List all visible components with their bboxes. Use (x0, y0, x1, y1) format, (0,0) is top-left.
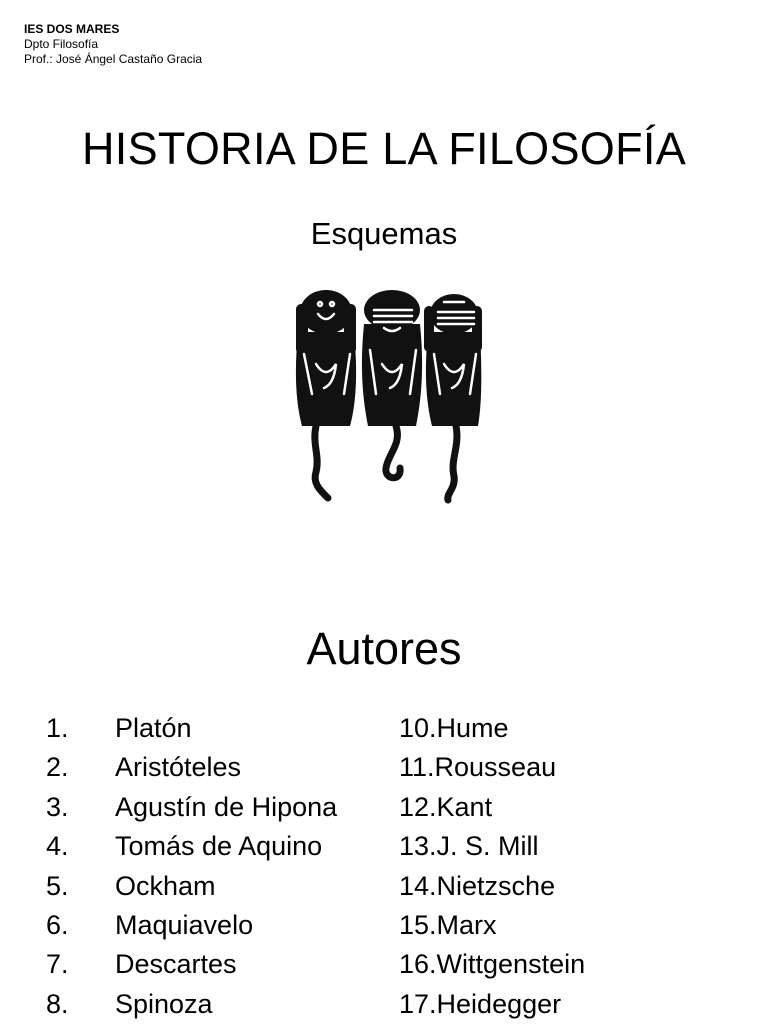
author-name: Descartes (115, 949, 237, 980)
department-name: Dpto Filosofía (24, 37, 99, 51)
list-item (46, 827, 337, 866)
professor-name: Prof.: José Ángel Castaño Gracia (24, 52, 203, 66)
list-item (46, 748, 337, 787)
list-item (46, 788, 337, 827)
institution-name: IES DOS MARES (24, 22, 120, 36)
header-block (24, 22, 202, 67)
item-number: 5. (46, 870, 69, 901)
list-item: 14.Nietzsche (399, 870, 556, 901)
author-name: Tomás de Aquino (115, 831, 323, 862)
item-number: 3. (46, 791, 69, 822)
author-name: Platón (115, 713, 192, 743)
list-item: 17.Heidegger (399, 988, 562, 1019)
author-name: Spinoza (115, 988, 213, 1019)
item-number: 4. (46, 831, 69, 862)
list-item: 13.J. S. Mill (399, 831, 539, 862)
list-item: 15.Marx (399, 910, 497, 941)
list-item (46, 985, 337, 1024)
item-number: 6. (46, 910, 69, 941)
page-subtitle: Esquemas (310, 216, 458, 251)
list-item (46, 945, 337, 984)
three-wise-monkeys-icon (284, 284, 484, 509)
author-name: Aristóteles (115, 752, 242, 783)
list-item (46, 709, 337, 748)
page-title: HISTORIA DE LA FILOSOFÍA (81, 123, 687, 174)
section-heading-autores: Autores (306, 623, 462, 674)
list-item: 16.Wittgenstein (399, 949, 586, 980)
author-name: Ockham (115, 870, 216, 901)
list-item: 12.Kant (399, 791, 493, 822)
list-item: 11.Rousseau (399, 752, 557, 783)
item-number: 2. (46, 752, 69, 783)
list-item (46, 906, 337, 945)
item-number: 8. (46, 988, 69, 1019)
list-item: 10.Hume (399, 713, 509, 743)
item-number: 1. (46, 713, 69, 743)
author-list-right (399, 709, 585, 1024)
author-name: Agustín de Hipona (115, 791, 338, 822)
author-list-left (46, 709, 337, 1024)
author-name: Maquiavelo (115, 910, 254, 941)
list-item (46, 867, 337, 906)
item-number: 7. (46, 949, 69, 980)
